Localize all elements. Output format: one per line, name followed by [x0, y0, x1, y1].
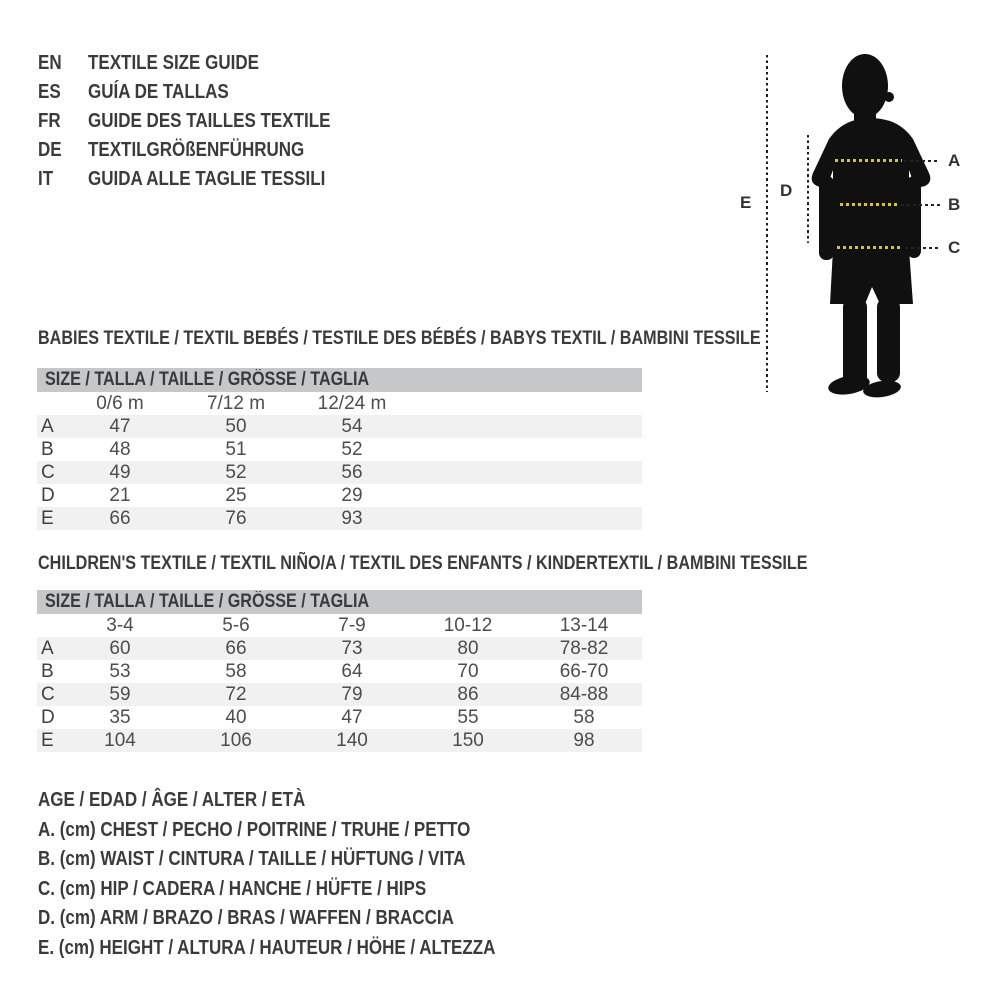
table-cell: 150: [452, 730, 484, 751]
table-cell: 47: [109, 416, 131, 437]
table-row: [37, 683, 642, 706]
table-cell: 86: [457, 684, 479, 705]
row-label: B: [41, 661, 54, 682]
language-row-de: [38, 136, 373, 165]
table-cell: 73: [341, 638, 363, 659]
size-header-bar: SIZE / TALLA / TAILLE / GRÖSSE / TAGLIA: [37, 590, 642, 614]
table-row: [37, 729, 642, 752]
row-label: B: [41, 439, 54, 460]
label-c: C: [948, 238, 961, 257]
column-header: 5-6: [222, 615, 250, 636]
label-b: B: [948, 195, 961, 214]
row-label: A: [41, 638, 54, 659]
chest-line-callout: [904, 160, 940, 162]
legend-height: E. (cm) HEIGHT / ALTURA / HAUTEUR / HÖHE / ALTEZZA: [38, 936, 496, 959]
legend-age: AGE / EDAD / ÂGE / ALTER / ETÀ: [38, 789, 306, 811]
language-row-es: [38, 78, 373, 107]
table-row: [37, 660, 642, 683]
legend-waist: B. (cm) WAIST / CINTURA / TAILLE / HÜFTUNG / VITA: [38, 848, 466, 870]
language-title: TEXTILGRÖßENFÜHRUNG: [88, 139, 305, 161]
row-label: D: [41, 707, 55, 728]
table-cell: 79: [341, 684, 363, 705]
table-cell: 76: [225, 508, 247, 529]
language-title: GUIDA ALLE TAGLIE TESSILI: [88, 168, 326, 190]
column-header: 10-12: [443, 615, 493, 636]
measurement-legend: [38, 786, 576, 963]
table-cell: 58: [225, 661, 247, 682]
table-cell: 84-88: [559, 684, 609, 705]
babies-size-table: [37, 368, 642, 530]
chest-line-body: [835, 159, 902, 162]
table-cell: 93: [341, 508, 363, 529]
table-cell: 52: [341, 439, 363, 460]
table-cell: 48: [109, 439, 131, 460]
filler-cell: [410, 507, 642, 530]
row-label: C: [41, 462, 55, 483]
row-label: D: [41, 485, 55, 506]
column-header: 13-14: [559, 615, 609, 636]
waist-line-callout: [901, 204, 940, 206]
column-header: 12/24 m: [317, 393, 387, 414]
table-cell: 56: [341, 462, 363, 483]
table-cell: 140: [336, 730, 368, 751]
filler-cell: [410, 438, 642, 461]
table-cell: 80: [457, 638, 479, 659]
table-cell: 52: [225, 462, 247, 483]
table-row: [37, 706, 642, 729]
table-cell: 66-70: [559, 661, 609, 682]
table-row: [37, 637, 642, 660]
label-a: A: [948, 151, 961, 170]
language-row-en: [38, 49, 373, 78]
filler-cell: [410, 392, 642, 415]
table-row: [37, 461, 642, 484]
table-cell: 64: [341, 661, 363, 682]
table-header-row: [37, 614, 642, 637]
table-cell: 40: [225, 707, 247, 728]
table-cell: 66: [109, 508, 131, 529]
filler-cell: [410, 484, 642, 507]
column-header: 0/6 m: [96, 393, 144, 414]
legend-chest: A. (cm) CHEST / PECHO / POITRINE / TRUHE / PETTO: [38, 818, 471, 841]
row-label: E: [41, 508, 54, 529]
table-row: [37, 415, 642, 438]
table-cell: 47: [341, 707, 363, 728]
filler-cell: [410, 415, 642, 438]
hip-line-callout: [905, 247, 940, 249]
waist-line-body: [840, 203, 898, 206]
table-cell: 51: [225, 439, 247, 460]
row-label: C: [41, 684, 55, 705]
table-cell: 72: [225, 684, 247, 705]
language-title: GUÍA DE TALLAS: [88, 81, 229, 103]
table-cell: 66: [225, 638, 247, 659]
table-cell: 50: [225, 416, 247, 437]
table-row: [37, 438, 642, 461]
label-e: E: [740, 193, 752, 212]
children-section-title: CHILDREN'S TEXTILE / TEXTIL NIÑO/A / TEXTIL DES ENFANTS / KINDERTEXTIL / BAMBINI TESSILE: [38, 553, 808, 574]
language-code: FR: [38, 110, 61, 132]
language-row-fr: [38, 107, 373, 136]
table-cell: 78-82: [559, 638, 609, 659]
table-header-row: [37, 392, 642, 415]
table-cell: 25: [225, 485, 247, 506]
table-cell: 35: [109, 707, 131, 728]
table-cell: 55: [457, 707, 479, 728]
column-header: 3-4: [106, 615, 134, 636]
table-corner-cell: [37, 614, 62, 637]
table-cell: 98: [573, 730, 595, 751]
table-cell: 29: [341, 485, 363, 506]
language-title: GUIDE DES TAILLES TEXTILE: [88, 110, 331, 132]
babies-section-title: BABIES TEXTILE / TEXTIL BEBÉS / TESTILE DES BÉBÉS / BABYS TEXTIL / BAMBINI TESSILE: [38, 328, 761, 349]
table-row: [37, 507, 642, 530]
table-cell: 21: [109, 485, 131, 506]
column-header: 7/12 m: [206, 393, 266, 414]
legend-arm: D. (cm) ARM / BRAZO / BRAS / WAFFEN / BRACCIA: [38, 907, 454, 929]
measurement-figure: [730, 40, 985, 405]
table-row: [37, 484, 642, 507]
table-cell: 49: [109, 462, 131, 483]
table-cell: 58: [573, 707, 595, 728]
hip-line-body: [837, 246, 903, 249]
row-label: E: [41, 730, 54, 751]
language-code: IT: [38, 168, 54, 190]
column-header: 7-9: [338, 615, 366, 636]
row-label: A: [41, 416, 54, 437]
label-d: D: [780, 181, 793, 200]
language-code: ES: [38, 81, 61, 103]
language-code: EN: [38, 52, 62, 74]
table-cell: 54: [341, 416, 363, 437]
language-code: DE: [38, 139, 62, 161]
filler-cell: [410, 461, 642, 484]
table-cell: 104: [104, 730, 136, 751]
table-cell: 60: [109, 638, 131, 659]
size-header-bar: SIZE / TALLA / TAILLE / GRÖSSE / TAGLIA: [37, 368, 642, 392]
table-cell: 70: [457, 661, 479, 682]
language-title-list: [38, 49, 373, 194]
table-corner-cell: [37, 392, 62, 415]
table-cell: 53: [109, 661, 131, 682]
table-cell: 106: [220, 730, 252, 751]
legend-hip: C. (cm) HIP / CADERA / HANCHE / HÜFTE / HIPS: [38, 877, 427, 900]
table-cell: 59: [109, 684, 131, 705]
language-row-it: [38, 165, 373, 194]
language-title: TEXTILE SIZE GUIDE: [88, 52, 259, 74]
children-size-table: [37, 590, 642, 752]
